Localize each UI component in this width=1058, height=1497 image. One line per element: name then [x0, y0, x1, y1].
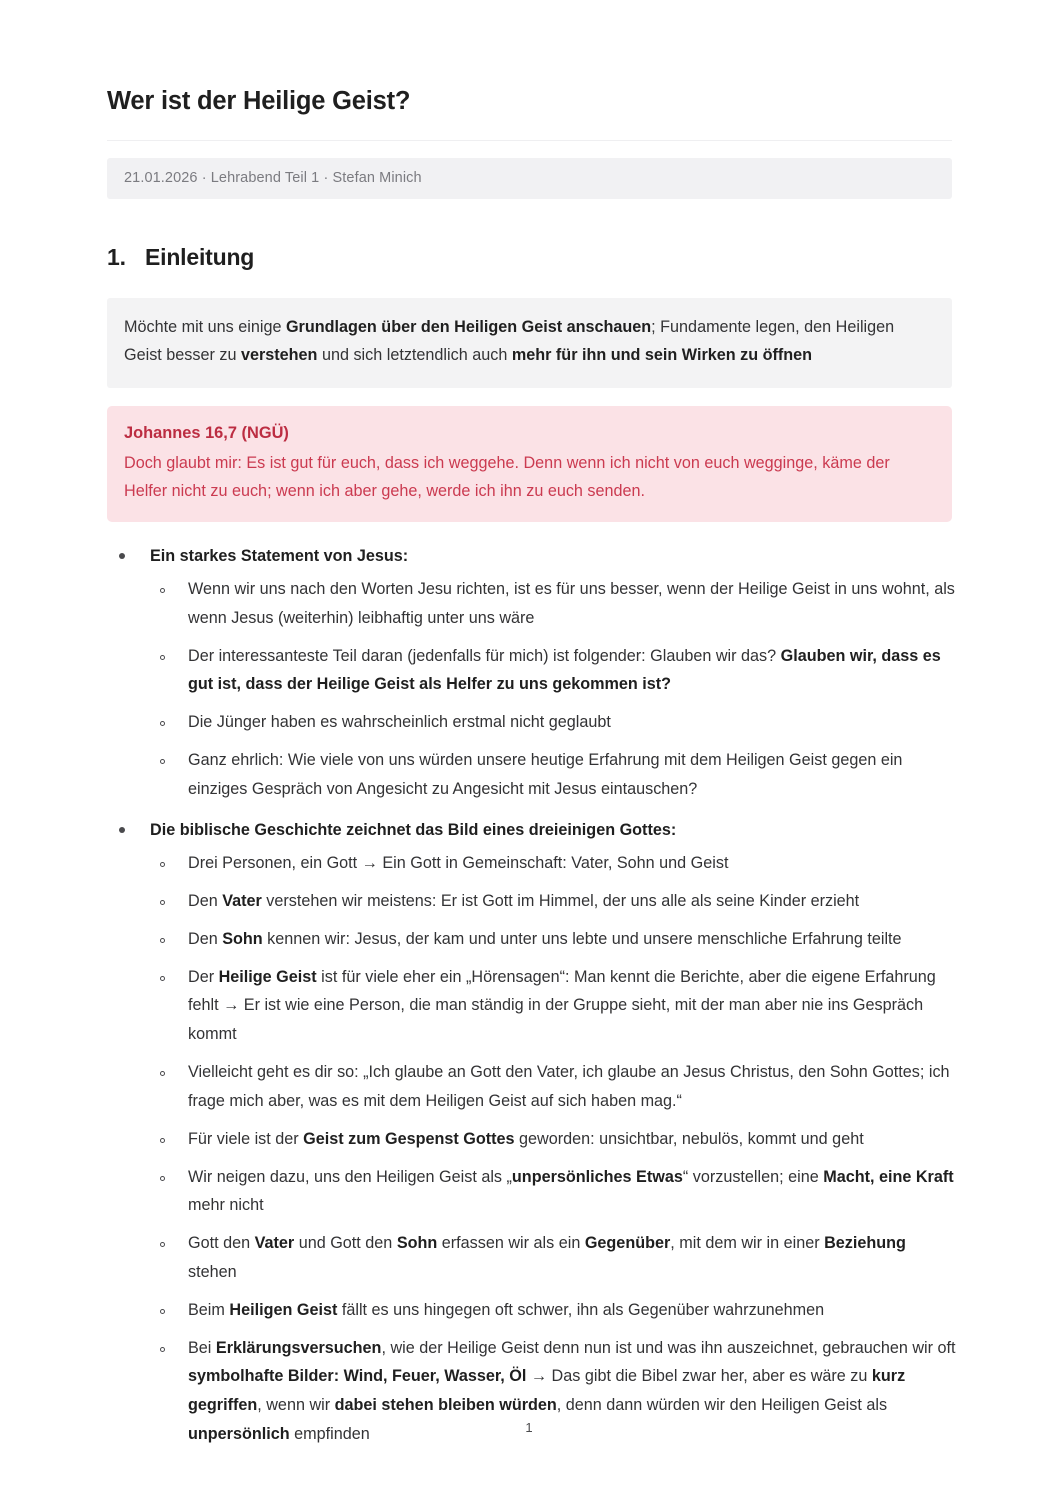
list-item	[150, 1229, 959, 1287]
plain-text: und sich letztendlich auch	[317, 345, 512, 364]
intro-callout	[107, 298, 952, 388]
list-item	[150, 1058, 959, 1116]
bullet-hollow-icon	[160, 976, 165, 981]
outline-group	[107, 814, 959, 1449]
outline-sublist	[150, 849, 959, 1449]
plain-text: “ vorzustellen; eine	[682, 1167, 824, 1186]
emphasis-text: Beziehung	[824, 1234, 906, 1253]
emphasis-text: symbolhafte Bilder: Wind, Feuer, Wasser, Öl	[188, 1367, 527, 1386]
bullet-hollow-icon	[160, 721, 165, 726]
plain-text: erfassen wir als ein	[437, 1234, 585, 1253]
emphasis-text: Vater	[222, 891, 262, 910]
plain-text: Der interessanteste Teil daran (jedenfalls für mich) ist folgender: Glauben wir das?	[188, 646, 781, 665]
bullet-filled-icon	[119, 553, 125, 559]
plain-text: und Gott den	[294, 1234, 397, 1253]
list-item	[150, 887, 959, 916]
plain-text: Vielleicht geht es dir so: „Ich glaube an Gott den Vater, ich glaube an Jesus Christus, den Sohn Gottes; ich frage mich aber, was es mit dem Heiligen Geist auf sich haben mag.“	[188, 1063, 950, 1110]
emphasis-text: Heilige Geist	[218, 967, 317, 986]
section-heading	[107, 244, 958, 271]
list-item-text	[188, 746, 959, 804]
list-item	[150, 1163, 959, 1221]
plain-text: → Das gibt die Bibel zwar her, aber es wäre zu	[526, 1367, 872, 1386]
page-number: 1	[525, 1420, 533, 1435]
plain-text: Möchte mit uns einige	[124, 317, 286, 336]
list-item-text	[188, 925, 959, 954]
outline-group	[107, 540, 959, 804]
plain-text: Die Jünger haben es wahrscheinlich erstmal nicht geglaubt	[188, 713, 611, 732]
list-item	[150, 849, 959, 878]
scripture-callout	[107, 406, 952, 522]
emphasis-text: Glauben wir, dass es gut ist, dass der Heilige Geist als Helfer zu uns gekommen ist?	[188, 646, 941, 694]
list-item	[150, 642, 959, 700]
plain-text: verstehen wir meistens: Er ist Gott im Himmel, der uns alle als seine Kinder erzieht	[261, 891, 860, 910]
bullet-hollow-icon	[160, 1309, 165, 1314]
plain-text: Der	[188, 967, 219, 986]
plain-text: Wenn wir uns nach den Worten Jesu richten, ist es für uns besser, wenn der Heilige Geist in uns wohnt, als wenn Jesus (weiterhin) leibhaftig unter uns wäre	[188, 579, 955, 627]
bullet-hollow-icon	[160, 1242, 165, 1247]
plain-text: Gott den	[188, 1234, 255, 1253]
plain-text: fällt es uns hingegen oft schwer, ihn als Gegenüber wahrzunehmen	[337, 1300, 825, 1319]
bullet-hollow-icon	[160, 862, 165, 867]
emphasis-text: mehr für ihn und sein Wirken zu öffnen	[511, 345, 813, 364]
title-divider	[107, 140, 952, 141]
emphasis-text: Geist zum Gespenst Gottes	[303, 1129, 515, 1148]
emphasis-text: Vater	[254, 1234, 295, 1253]
bullet-hollow-icon	[160, 655, 165, 660]
page-title: Wer ist der Heilige Geist?	[107, 87, 411, 115]
plain-text: Den	[188, 891, 223, 910]
bullet-hollow-icon	[160, 1176, 165, 1181]
plain-text: Für viele ist der	[188, 1129, 304, 1148]
list-item-text	[188, 642, 959, 700]
emphasis-text: unpersönliches Etwas	[511, 1167, 683, 1186]
outline-group-heading: Die biblische Geschichte zeichnet das Bild eines dreieinigen Gottes:	[150, 820, 677, 839]
list-item	[150, 575, 959, 633]
bullet-hollow-icon	[160, 1347, 165, 1352]
bullet-hollow-icon	[160, 759, 165, 764]
list-item	[150, 963, 959, 1049]
plain-text: , mit dem wir in einer	[670, 1234, 825, 1253]
list-item	[150, 746, 959, 804]
outline-sublist	[150, 575, 959, 804]
bullet-filled-icon	[119, 827, 125, 833]
emphasis-text: Heiligen Geist	[229, 1300, 338, 1319]
scripture-text: Doch glaubt mir: Es ist gut für euch, dass ich weggehe. Denn wenn ich nicht von euch wegginge, käme der Helfer nicht zu euch; wenn ich aber gehe, werde ich ihn zu euch senden.	[124, 453, 890, 500]
emphasis-text: unpersönlich	[188, 1425, 290, 1444]
emphasis-text: Erklärungsversuchen	[215, 1338, 382, 1357]
emphasis-text: dabei stehen bleiben würden	[334, 1396, 557, 1415]
scripture-reference: Johannes 16,7 (NGÜ)	[124, 423, 289, 442]
plain-text: , denn dann würden wir den Heiligen Geist als	[556, 1396, 888, 1415]
plain-text: Drei Personen, ein Gott → Ein Gott in Gemeinschaft: Vater, Sohn und Geist	[188, 854, 729, 873]
bullet-hollow-icon	[160, 900, 165, 905]
bullet-hollow-icon	[160, 1138, 165, 1143]
plain-text: stehen	[188, 1262, 237, 1281]
emphasis-text: kurz gegriffen	[188, 1367, 906, 1415]
plain-text: Bei	[188, 1338, 216, 1357]
emphasis-text: verstehen	[240, 345, 318, 364]
list-item-text	[188, 849, 959, 878]
plain-text: geworden: unsichtbar, nebulös, kommt und geht	[514, 1129, 864, 1148]
plain-text: Beim	[188, 1300, 230, 1319]
emphasis-text: Grundlagen über den Heiligen Geist anschauen	[285, 317, 652, 336]
bullet-hollow-icon	[160, 938, 165, 943]
plain-text: mehr nicht	[188, 1196, 264, 1215]
list-item-text	[188, 1125, 959, 1154]
list-item-text	[188, 1058, 959, 1116]
bullet-hollow-icon	[160, 1071, 165, 1076]
plain-text: Wir neigen dazu, uns den Heiligen Geist als „	[188, 1167, 512, 1186]
document-meta-bar: 21.01.2026 · Lehrabend Teil 1 · Stefan Minich	[107, 158, 952, 199]
plain-text: , wenn wir	[257, 1396, 335, 1415]
plain-text: empfinden	[289, 1425, 370, 1444]
list-item	[150, 1125, 959, 1154]
emphasis-text: Gegenüber	[584, 1234, 671, 1253]
content-outline	[107, 540, 959, 1449]
emphasis-text: Sohn	[396, 1234, 438, 1253]
list-item-text	[188, 1229, 959, 1287]
list-item-text	[188, 1163, 959, 1221]
plain-text: ist für viele eher ein „Hörensagen“: Man kennt die Berichte, aber die eigene Erfahrung fehlt → Er ist wie eine Person, die man ständig in der Gruppe sieht, mit der man aber nie ins Gespräch kommt	[188, 967, 936, 1044]
plain-text: Ganz ehrlich: Wie viele von uns würden unsere heutige Erfahrung mit dem Heiligen Geist gegen ein einziges Gespräch von Angesicht zu Angesicht mit Jesus eintauschen?	[188, 751, 903, 798]
list-item-text	[188, 963, 959, 1049]
plain-text: ; Fundamente legen, den Heiligen Geist besser zu	[124, 317, 895, 364]
emphasis-text: Sohn	[222, 929, 263, 948]
outline-group-heading: Ein starkes Statement von Jesus:	[150, 546, 409, 565]
section-heading-label: Einleitung	[145, 243, 255, 270]
emphasis-text: Macht, eine Kraft	[823, 1167, 954, 1186]
plain-text: kennen wir: Jesus, der kam und unter uns lebte und unsere menschliche Erfahrung teilte	[262, 929, 902, 948]
list-item	[150, 708, 959, 737]
section-number: 1.	[107, 243, 126, 270]
bullet-hollow-icon	[160, 588, 165, 593]
list-item-text	[188, 1296, 959, 1325]
list-item	[150, 1296, 959, 1325]
list-item	[150, 925, 959, 954]
list-item-text	[188, 708, 959, 737]
plain-text: , wie der Heilige Geist denn nun ist und was ihn auszeichnet, gebrauchen wir oft	[381, 1338, 956, 1357]
list-item-text	[188, 887, 959, 916]
list-item-text	[188, 575, 959, 633]
plain-text: Den	[188, 929, 223, 948]
